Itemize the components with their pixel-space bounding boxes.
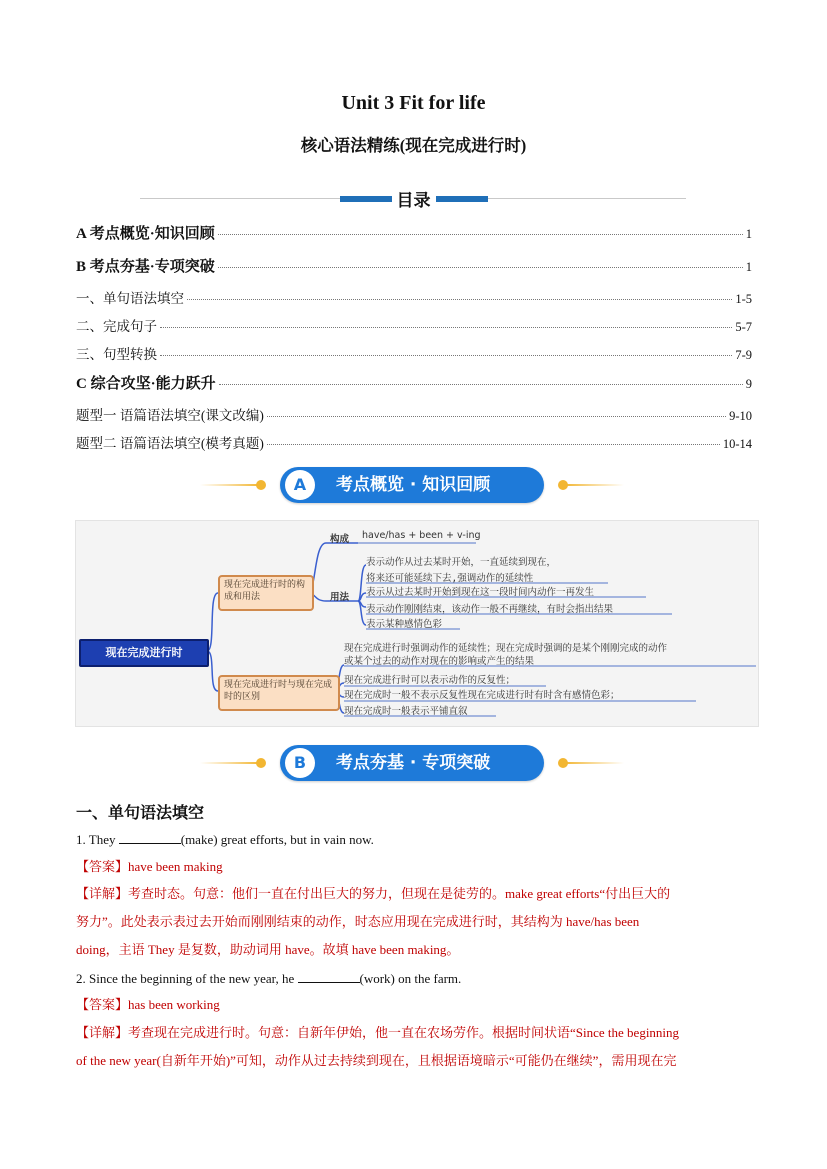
toc-item-page: 1 [745, 260, 752, 274]
mind-map-root: 现在完成进行时 [79, 639, 209, 667]
form-text: have/has + been + v-ing [362, 530, 481, 541]
toc-leader [267, 444, 720, 445]
toc-item-page: 9 [745, 377, 752, 391]
section-banner-b [200, 745, 630, 781]
toc-item-label: A 考点概览·知识回顾 [76, 226, 215, 242]
banner-dot-left [256, 480, 266, 490]
toc-item-page: 5-7 [735, 320, 752, 334]
answer-1 [76, 853, 752, 881]
toc-accent-right [436, 196, 488, 202]
toc-leader [267, 416, 726, 417]
banner-line-left [200, 484, 260, 486]
banner-line-right [564, 484, 624, 486]
explanation-line: of the new year(自新年开始)”可知，动作从过去持续到现在，且根据语境暗示“可能仍在继续”，需用现在完 [76, 1053, 677, 1068]
answer-blank[interactable] [298, 969, 360, 983]
difference-item: 现在完成时一般不表示反复性现在完成进行时有时含有感情色彩； [344, 690, 620, 701]
toc-leader [160, 355, 732, 356]
toc-item-page: 10-14 [722, 437, 752, 451]
explanation-tag: 【详解】 [76, 886, 129, 901]
toc-item-label: 一、单句语法填空 [76, 291, 184, 306]
mind-map [75, 520, 759, 727]
toc-item[interactable] [76, 404, 752, 424]
toc-item-page: 1 [745, 227, 752, 241]
difference-item: 或某个过去的动作对现在的影响或产生的结果 [344, 656, 535, 667]
question-text: (work) on the farm. [359, 971, 462, 986]
answer-tag: 【答案】 [76, 859, 129, 874]
toc-item[interactable] [76, 343, 752, 363]
difference-item: 现在完成进行时强调动作的延续性；现在完成时强调的是某个刚刚完成的动作 [344, 643, 668, 654]
toc-divider-right [488, 198, 686, 199]
toc-item-label: 题型一 语篇语法填空(课文改编) [76, 408, 264, 423]
answer-text: have been making [128, 859, 223, 874]
question-text: (make) great efforts, but in vain now. [180, 832, 374, 847]
answer-text: has been working [128, 997, 220, 1012]
toc-leader [218, 267, 743, 268]
banner-text: 考点夯基 · 专项突破 [336, 753, 491, 773]
explanation-line: 考查现在完成进行时。句意：自新年伊始，他一直在农场劳作。根据时间状语“Since the beginning [128, 1025, 680, 1040]
toc-item[interactable] [76, 255, 752, 276]
toc-heading: 目录 [396, 191, 431, 210]
banner-line-right [564, 762, 624, 764]
explanation-line: doing，主语 They 是复数，助动词用 have。故填 have been making。 [76, 942, 460, 957]
toc-leader [218, 234, 743, 235]
section-banner-a [200, 467, 630, 503]
toc-item[interactable] [76, 315, 752, 335]
toc-item-label: 三、句型转换 [76, 347, 157, 362]
banner-pill [280, 467, 544, 503]
toc-item[interactable] [76, 287, 752, 307]
toc-item[interactable] [76, 222, 752, 243]
banner-text: 考点概览 · 知识回顾 [336, 475, 491, 495]
mind-map-branch-difference: 现在完成进行时与现在完成时的区别 [218, 675, 340, 711]
explanation-2 [76, 1019, 752, 1075]
usage-item: 表示动作刚刚结束，该动作一般不再继续，有时会指出结果 [366, 604, 614, 615]
answer-blank[interactable] [119, 830, 181, 844]
explanation-line: 努力”。此处表示表过去开始而刚刚结束的动作，时态应用现在完成进行时，其结构为 have/has been [76, 914, 640, 929]
toc-item-label: C 综合攻坚·能力跃升 [76, 376, 216, 392]
banner-line-left [200, 762, 260, 764]
toc-item[interactable] [76, 432, 752, 452]
banner-letter: A [285, 470, 315, 500]
banner-dot-left [256, 758, 266, 768]
question-1 [76, 826, 752, 854]
section-heading: 一、单句语法填空 [76, 805, 205, 822]
answer-tag: 【答案】 [76, 997, 129, 1012]
toc-leader [219, 384, 743, 385]
banner-pill [280, 745, 544, 781]
question-text: 1. They [76, 832, 119, 847]
toc-leader [187, 299, 732, 300]
explanation-tag: 【详解】 [76, 1025, 129, 1040]
toc-item-page: 7-9 [735, 348, 752, 362]
usage-item: 表示动作从过去某时开始，一直延续到现在， [366, 557, 557, 568]
question-2 [76, 965, 752, 993]
toc-item-label: 二、完成句子 [76, 319, 157, 334]
usage-label: 用法 [330, 592, 350, 603]
toc-item-page: 9-10 [729, 409, 752, 423]
toc-item-page: 1-5 [735, 292, 752, 306]
usage-item: 将来还可能延续下去,强调动作的延续性 [366, 573, 534, 584]
usage-item: 表示从过去某时开始到现在这一段时间内动作一再发生 [366, 587, 595, 598]
toc-leader [160, 327, 732, 328]
explanation-line: 考查时态。句意：他们一直在付出巨大的努力，但现在是徒劳的。make great efforts“付出巨大的 [128, 886, 671, 901]
difference-item: 现在完成时一般表示平铺直叙 [344, 706, 468, 717]
question-text: 2. Since the beginning of the new year, he [76, 971, 298, 986]
answer-2 [76, 991, 752, 1019]
document-subtitle: 核心语法精练(现在完成进行时) [300, 136, 527, 155]
banner-letter: B [285, 748, 315, 778]
mind-map-branch-usage: 现在完成进行时的构成和用法 [218, 575, 314, 611]
toc-item[interactable] [76, 372, 752, 393]
toc-item-label: B 考点夯基·专项突破 [76, 259, 215, 275]
difference-item: 现在完成进行时可以表示动作的反复性； [344, 675, 516, 686]
toc-item-label: 题型二 语篇语法填空(模考真题) [76, 436, 264, 451]
document-title: Unit 3 Fit for life [341, 92, 486, 114]
explanation-1 [76, 880, 752, 964]
usage-item: 表示某种感情色彩 [366, 619, 443, 630]
form-label: 构成 [330, 534, 350, 545]
